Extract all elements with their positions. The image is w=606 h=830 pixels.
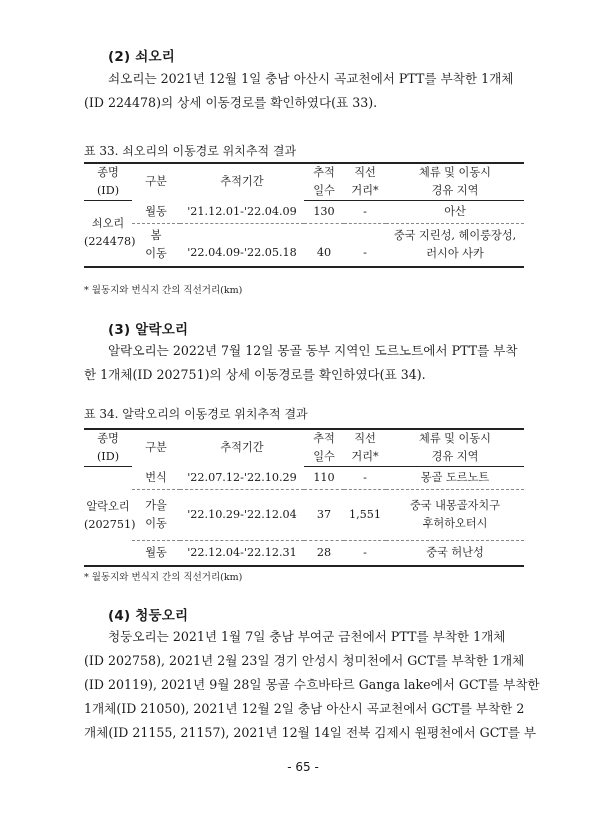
days-cell: 40 <box>304 223 344 267</box>
region-cell <box>386 223 524 267</box>
paragraph-line: (ID 202758), 2021년 2월 23일 경기 안성시 청미천에서 GCT를 부착한 1개체 <box>84 653 525 668</box>
paragraph-line: (ID 224478)의 상세 이동경로를 확인하였다(표 33). <box>84 95 378 110</box>
header-cell: 추적 <box>304 429 344 448</box>
header-cell: 일수 <box>304 448 344 467</box>
header-cell: 경유 지역 <box>386 182 524 201</box>
paragraph-line: (ID 20119), 2021년 9월 28일 몽골 수흐바타르 Ganga lake에서 GCT를 부착한 <box>84 677 540 692</box>
table-33 <box>84 162 524 268</box>
header-cell: 종명 <box>84 163 132 182</box>
distance-cell: - <box>344 223 386 267</box>
table-caption-33: 표 33. 쇠오리의 이동경로 위치추적 결과 <box>84 144 297 158</box>
header-cell: 경유 지역 <box>386 448 524 467</box>
header-cell: 추적 <box>304 163 344 182</box>
header-cell: 구분 <box>132 429 180 467</box>
species-name: 쇠오리 <box>91 217 125 231</box>
region-cell: 몽골 도르노트 <box>420 470 490 484</box>
section-heading-mallard: (3) 알락오리 <box>108 322 189 338</box>
header-cell: 거리* <box>344 182 386 201</box>
days-cell: 37 <box>304 489 344 540</box>
header-cell: 직선 <box>344 163 386 182</box>
days-cell: 110 <box>313 470 335 484</box>
type-cell: 번식 <box>145 470 167 484</box>
page-number: - 65 - <box>287 760 319 774</box>
paragraph-line: 개체(ID 21155, 21157), 2021년 12월 14일 전북 김제시 원평천에서 GCT를 부 <box>84 725 537 740</box>
paragraph-line: 1개체(ID 21050), 2021년 12월 2일 충남 아산시 곡교천에서 GCT를 부착한 2 <box>84 701 525 716</box>
distance-cell: - <box>363 470 367 484</box>
table-row <box>84 223 524 267</box>
region-line: 중국 내몽골자치구 <box>409 498 500 512</box>
header-cell: 직선 <box>344 429 386 448</box>
table-row <box>84 489 524 540</box>
distance-cell: - <box>344 540 386 566</box>
type-cell: 월동 <box>132 540 180 566</box>
paragraph-line: 청둥오리는 2021년 1월 7일 충남 부여군 금천에서 PTT를 부착한 1개체 <box>108 629 506 644</box>
region-cell: 중국 허난성 <box>386 540 524 566</box>
species-cell <box>84 201 136 267</box>
table-header-row <box>84 163 524 182</box>
paragraph-line: 알락오리는 2022년 7월 12일 몽골 동부 지역인 도르노트에서 PTT를 부착 <box>108 343 518 358</box>
region-cell: 아산 <box>444 204 466 218</box>
days-cell: 130 <box>313 204 335 218</box>
header-cell: 체류 및 이동시 <box>386 163 524 182</box>
distance-cell: 1,551 <box>344 489 386 540</box>
table-34 <box>84 428 524 567</box>
header-cell: 추적기간 <box>180 429 304 467</box>
paragraph-mallard <box>84 339 524 387</box>
species-id: (224478) <box>84 235 136 249</box>
period-cell: '21.12.01-'22.04.09 <box>187 204 297 218</box>
type-cell: 월동 <box>145 204 167 218</box>
header-cell: 체류 및 이동시 <box>386 429 524 448</box>
table-note-34: * 월동지와 번식지 간의 직선거리(km) <box>84 572 243 583</box>
species-name: 알락오리 <box>86 499 130 513</box>
type-cell <box>132 489 180 540</box>
header-cell: 추적기간 <box>180 163 304 201</box>
type-line: 봄 <box>150 228 162 242</box>
section-heading-shoveler: (2) 쇠오리 <box>108 49 175 65</box>
table-row <box>84 201 524 224</box>
header-cell: 구분 <box>132 163 180 201</box>
section-heading-teal: (4) 청둥오리 <box>108 608 189 624</box>
period-cell: '22.10.29-'22.12.04 <box>180 489 304 540</box>
table-caption-34: 표 34. 알락오리의 이동경로 위치추적 결과 <box>84 407 308 421</box>
period-cell: '22.12.04-'22.12.31 <box>180 540 304 566</box>
header-cell: (ID) <box>84 448 132 467</box>
region-cell <box>386 489 524 540</box>
type-line: 가을 <box>145 498 167 512</box>
region-line: 후허하오터시 <box>422 516 488 530</box>
period-cell: '22.07.12-'22.10.29 <box>187 470 297 484</box>
distance-cell: - <box>363 204 367 218</box>
paragraph-line: 한 1개체(ID 202751)의 상세 이동경로를 확인하였다(표 34). <box>84 367 426 382</box>
region-line: 중국 지린성, 헤이룽장성, <box>393 228 517 242</box>
header-cell: 종명 <box>84 429 132 448</box>
days-cell: 28 <box>304 540 344 566</box>
table-row <box>84 467 524 490</box>
table-header-row <box>84 429 524 448</box>
header-cell: 거리* <box>344 448 386 467</box>
period-cell: '22.04.09-'22.05.18 <box>180 223 304 267</box>
table-row <box>84 540 524 566</box>
type-cell <box>132 223 180 267</box>
paragraph-shoveler <box>84 67 524 115</box>
type-line: 이동 <box>145 516 167 530</box>
region-line: 러시아 사카 <box>426 246 484 260</box>
header-cell: 일수 <box>304 182 344 201</box>
species-id: (202751) <box>84 517 136 531</box>
table-note-33: * 월동지와 번식지 간의 직선거리(km) <box>84 285 243 296</box>
paragraph-teal <box>84 625 540 745</box>
paragraph-line: 쇠오리는 2021년 12월 1일 충남 아산시 곡교천에서 PTT를 부착한 1개체 <box>108 71 514 86</box>
species-cell <box>84 467 136 566</box>
type-line: 이동 <box>145 246 167 260</box>
header-cell: (ID) <box>84 182 132 201</box>
